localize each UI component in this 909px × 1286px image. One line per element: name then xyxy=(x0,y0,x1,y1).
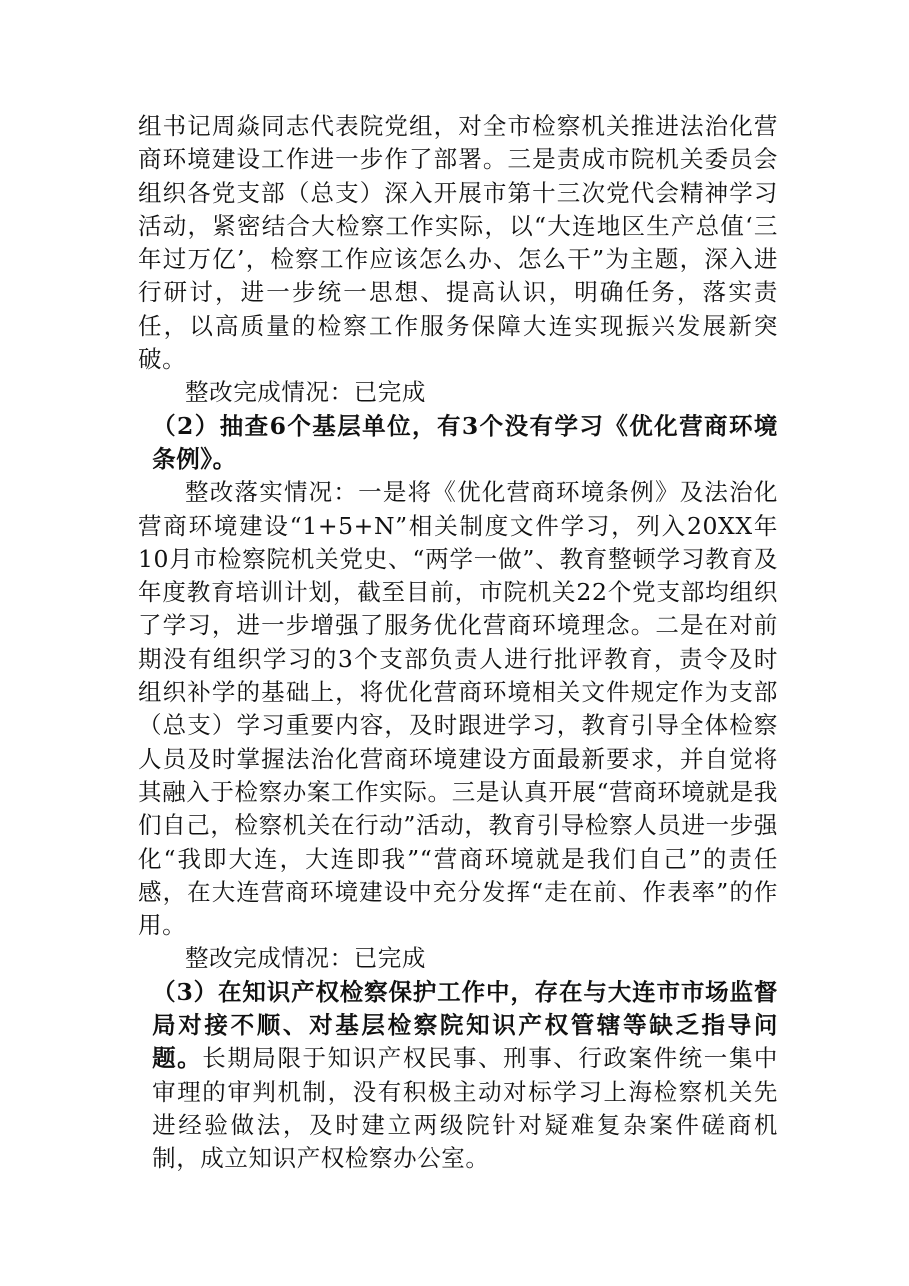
status-line-1: 整改完成情况：已完成 xyxy=(185,378,426,407)
issue-3-paragraph xyxy=(138,976,778,1176)
issue-3-body: 长期局限于知识产权民事、刑事、行政案件统一集中审理的审判机制，没有积极主动对标学习上海检察机关先进经验做法，及时建立两级院针对疑难复杂案件磋商机制，成立知识产权检察办公室。 xyxy=(152,1044,778,1173)
issue-2-heading: （2）抽查6个基层单位，有3个没有学习《优化营商环境条例》。 xyxy=(152,411,778,473)
status-line-2: 整改完成情况：已完成 xyxy=(185,944,426,973)
issue-3-heading: （3）在知识产权检察保护工作中，存在与大连市市场监督局对接不顺、对基层检察院知识产权管辖等缺乏指导问题。 xyxy=(152,977,778,1073)
document-body xyxy=(138,110,778,1176)
paragraph-continuation: 组书记周焱同志代表院党组，对全市检察机关推进法治化营商环境建设工作进一步作了部署。三是责成市院机关委员会组织各党支部（总支）深入开展市第十三次党代会精神学习活动，紧密结合大检察工作实际，以“大连地区生产总值‘三年过万亿’，检察工作应该怎么办、怎么干”为主题，深入进行研讨，进一步统一思想、提高认识，明确任务，落实责任，以高质量的检察工作服务保障大连实现振兴发展新突破。 xyxy=(138,112,778,374)
issue-2-body: 整改落实情况：一是将《优化营商环境条例》及法治化营商环境建设“1+5+N”相关制度文件学习，列入20XX年10月市检察院机关党史、“两学一做”、教育整顿学习教育及年度教育培训计划，截至目前，市院机关22个党支部均组织了学习，进一步增强了服务优化营商环境理念。二是在对前期没有组织学习的3个支部负责人进行批评教育，责令及时组织补学的基础上，将优化营商环境相关文件规定作为支部（总支）学习重要内容，及时跟进学习，教育引导全体检察人员及时掌握法治化营商环境建设方面最新要求，并自觉将其融入于检察办案工作实际。三是认真开展“营商环境就是我们自己，检察机关在行动”活动，教育引导检察人员进一步强化“我即大连，大连即我”“营商环境就是我们自己”的责任感，在大连营商环境建设中充分发挥“走在前、作表率”的作用。 xyxy=(138,478,778,940)
